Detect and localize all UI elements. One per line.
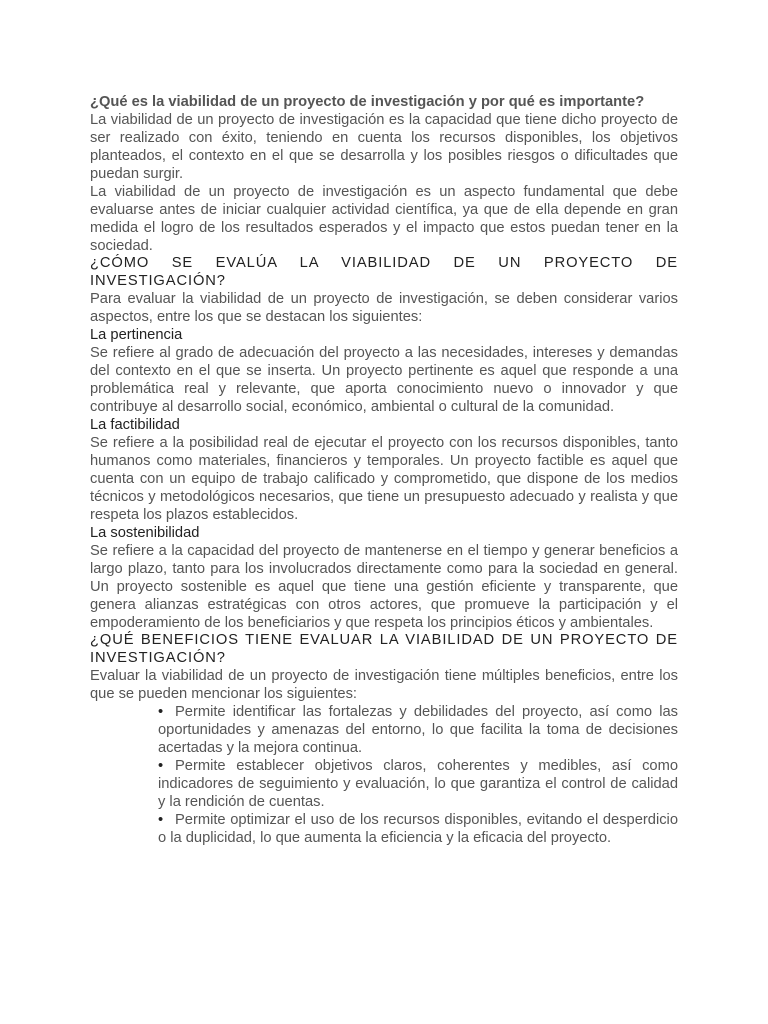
list-item-text: Permite establecer objetivos claros, coherentes y medibles, así como indicadores de seguimiento y evaluación, lo que garantiza el control de calidad y la rendición de cuentas. [158,758,678,810]
list-item [158,811,678,847]
question-heading: ¿Qué es la viabilidad de un proyecto de investigación y por qué es importante? [90,94,645,110]
section-heading-benefits: ¿QUÉ BENEFICIOS TIENE EVALUAR LA VIABILIDAD DE UN PROYECTO DE INVESTIGACIÓN? [90,632,678,666]
section-heading-how: ¿CÓMO SE EVALÚA LA VIABILIDAD DE UN PROYECTO DE INVESTIGACIÓN? [90,255,678,289]
subheading-pertinencia: La pertinencia [90,327,183,343]
document-page [90,93,678,847]
subheading-factibilidad: La factibilidad [90,417,180,433]
paragraph-factibilidad: Se refiere a la posibilidad real de ejecutar el proyecto con los recursos disponibles, tanto humanos como materiales, financieros y temporales. Un proyecto factible es aquel que cuenta con un equipo de trabajo calificado y comprometido, que dispone de los medios técnicos y metodológicos necesarios, que tiene un presupuesto adecuado y realista y que respeta los plazos establecidos. [90,435,678,523]
paragraph-definition: La viabilidad de un proyecto de investigación es la capacidad que tiene dicho proyecto de ser realizado con éxito, teniendo en cuenta los recursos disponibles, los objetivos planteados, el contexto en el que se desarrolla y los posibles riesgos o dificultades que puedan surgir. [90,112,678,182]
bullet-icon: • [158,758,164,774]
bullet-icon: • [158,812,164,828]
list-item-text: Permite optimizar el uso de los recursos disponibles, evitando el desperdicio o la duplicidad, lo que aumenta la eficiencia y la eficacia del proyecto. [158,812,678,846]
list-item [158,703,678,757]
paragraph-importance: La viabilidad de un proyecto de investigación es un aspecto fundamental que debe evaluarse antes de iniciar cualquier actividad científica, ya que de ella depende en gran medida el logro de los resultados esperados y el impacto que estos puedan tener en la sociedad. [90,184,678,254]
paragraph-benefits-intro: Evaluar la viabilidad de un proyecto de investigación tiene múltiples beneficios, entre los que se pueden mencionar los siguientes: [90,668,678,702]
bullet-icon: • [158,704,164,720]
subheading-sostenibilidad: La sostenibilidad [90,525,200,541]
paragraph-aspects-intro: Para evaluar la viabilidad de un proyecto de investigación, se deben considerar varios aspectos, entre los que se destacan los siguientes: [90,291,678,325]
paragraph-pertinencia: Se refiere al grado de adecuación del proyecto a las necesidades, intereses y demandas del contexto en el que se inserta. Un proyecto pertinente es aquel que responde a una problemática real y relevante, que aporta conocimiento nuevo o innovador y que contribuye al desarrollo social, económico, ambiental o cultural de la comunidad. [90,345,678,415]
benefits-list [90,703,678,847]
paragraph-sostenibilidad: Se refiere a la capacidad del proyecto de mantenerse en el tiempo y generar beneficios a largo plazo, tanto para los involucrados directamente como para la sociedad en general. Un proyecto sostenible es aquel que tiene una gestión eficiente y transparente, que genera alianzas estratégicas con otros actores, que promueve la participación y el empoderamiento de los beneficiarios y que respeta los principios éticos y ambientales. [90,543,678,631]
list-item-text: Permite identificar las fortalezas y debilidades del proyecto, así como las oportunidades y amenazas del entorno, lo que facilita la toma de decisiones acertadas y la mejora continua. [158,704,678,756]
list-item [158,757,678,811]
